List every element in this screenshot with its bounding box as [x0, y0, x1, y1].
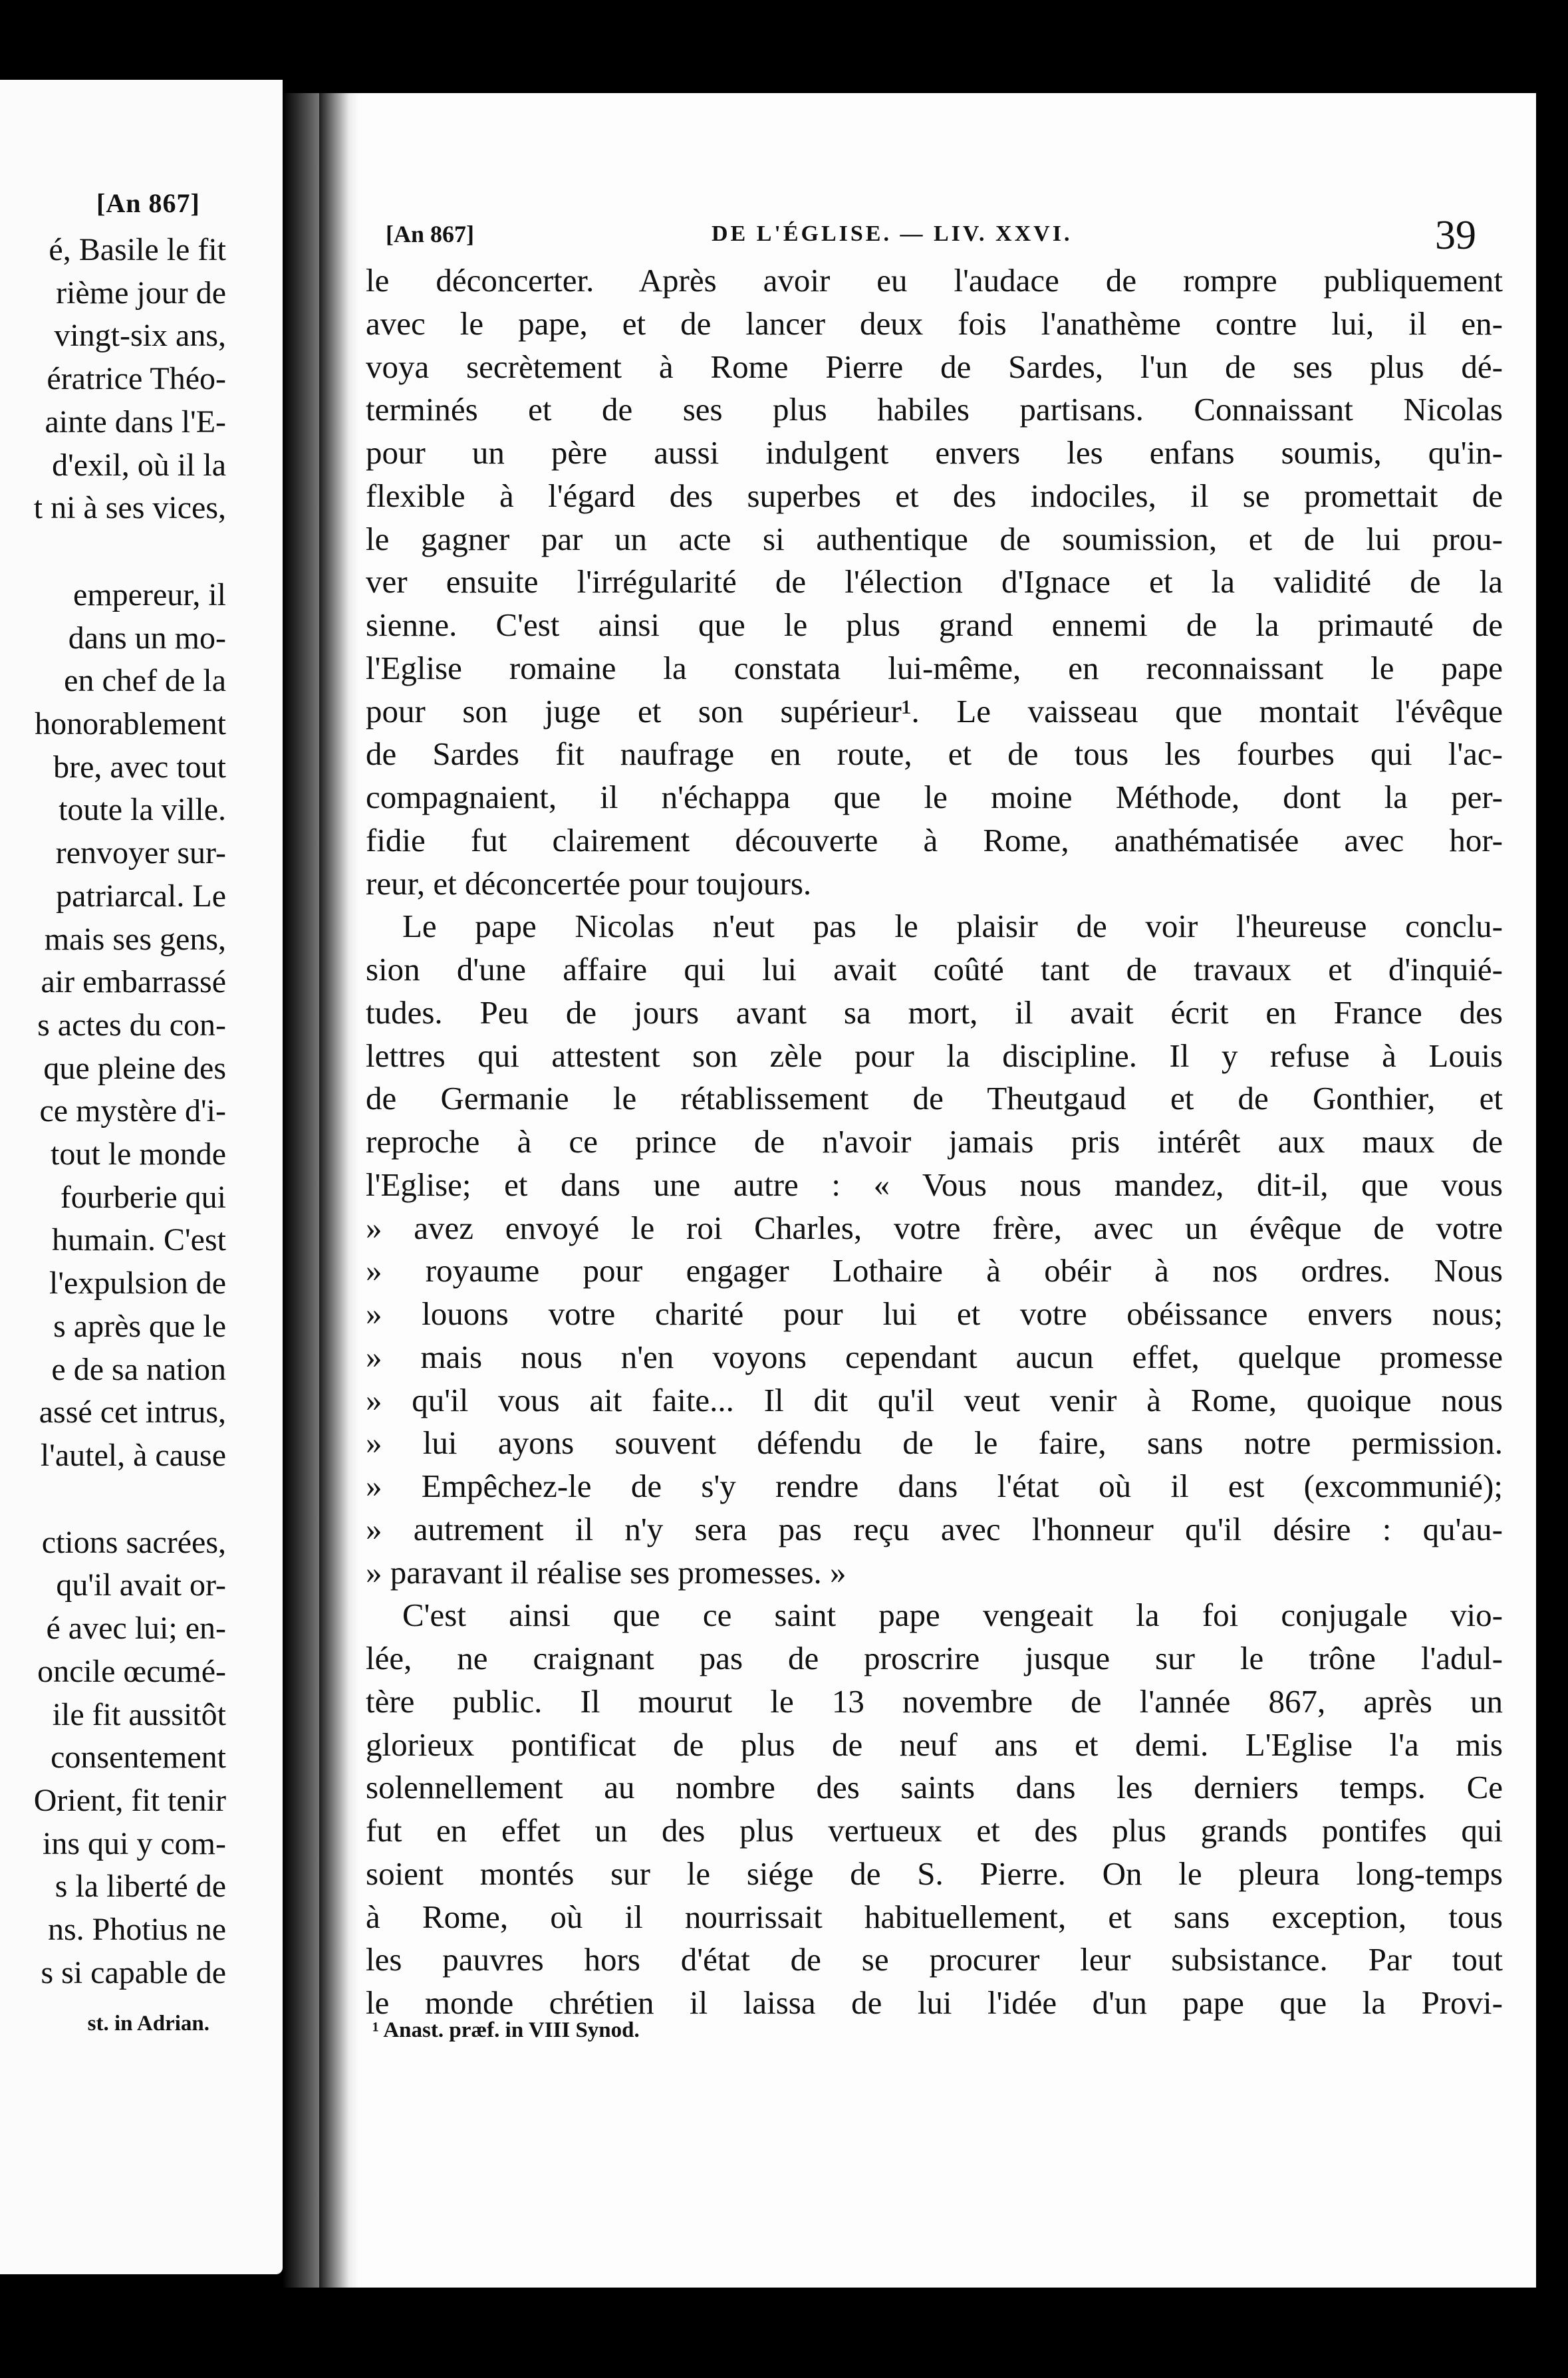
left-text-line: toute la ville. [59, 792, 226, 828]
text-line: pour son juge et son supérieur¹. Le vaisseau que montait l'évêque [366, 692, 1503, 729]
left-text-line: patriarcal. Le [56, 878, 226, 914]
left-text-line: l'expulsion de [49, 1265, 226, 1301]
text-line: l'Eglise romaine la constata lui-même, en reconnaissant le pape [366, 649, 1503, 686]
text-line: sion d'une affaire qui lui avait coûté tant de travaux et d'inquié- [366, 951, 1503, 988]
text-line: » avez envoyé le roi Charles, votre frère, avec un évêque de votre [366, 1209, 1503, 1246]
left-text-line: qu'il avait or- [56, 1567, 226, 1603]
text-line: compagnaient, il n'échappa que le moine Méthode, dont la per- [366, 779, 1503, 815]
text-line: solennellement au nombre des saints dans les derniers temps. Ce [366, 1769, 1503, 1806]
text-line: » qu'il vous ait faite... Il dit qu'il veut venir à Rome, quoique nous [366, 1381, 1503, 1418]
text-line: le monde chrétien il laissa de lui l'idée d'un pape que la Provi- [366, 1984, 1503, 2021]
text-line: » lui ayons souvent défendu de le faire, sans notre permission. [366, 1424, 1503, 1462]
right-page [319, 93, 1536, 2288]
left-text-line: mais ses gens, [44, 921, 226, 957]
left-text-line: ns. Photius ne [47, 1912, 226, 1948]
left-text-line: d'exil, où il la [52, 447, 226, 483]
left-text-line: vingt-six ans, [54, 318, 226, 354]
left-text-line: air embarrassé [41, 964, 226, 1000]
left-text-line: renvoyer sur- [55, 835, 226, 871]
left-text-line: humain. C'est [52, 1222, 226, 1258]
text-line: l'Eglise; et dans une autre : « Vous nous mandez, dit-il, que vous [366, 1166, 1503, 1203]
left-text-line: rième jour de [56, 275, 226, 311]
page-shadow [319, 93, 359, 2288]
left-text-block [0, 229, 226, 1994]
left-text-line: bre, avec tout [53, 749, 226, 785]
left-text-line: é, Basile le fit [49, 232, 226, 267]
text-line: fut en effet un des plus vertueux et des plus grands pontifes qui [366, 1812, 1503, 1849]
left-text-line: honorablement [35, 706, 226, 742]
text-line: flexible à l'égard des superbes et des indociles, il se promettait de [366, 477, 1503, 514]
left-text-line: e de sa nation [51, 1351, 226, 1387]
text-line: les pauvres hors d'état de se procurer leur subsistance. Par tout [366, 1941, 1503, 1978]
left-text-line: ératrice Théo- [47, 361, 226, 397]
text-line: reproche à ce prince de n'avoir jamais pris intérêt aux maux de [366, 1123, 1503, 1160]
left-text-line: empereur, il [73, 577, 226, 612]
text-line: tudes. Peu de jours avant sa mort, il avait écrit en France des [366, 993, 1503, 1031]
text-line: voya secrètement à Rome Pierre de Sardes, l'un de ses plus dé- [366, 348, 1503, 385]
left-text-line: l'autel, à cause [40, 1437, 226, 1473]
text-line: tère public. Il mourut le 13 novembre de l'année 867, après un [366, 1682, 1503, 1720]
text-line: lettres qui attestent son zèle pour la discipline. Il y refuse à Louis [366, 1037, 1503, 1074]
text-line: le gagner par un acte si authentique de soumission, et de lui prou- [366, 520, 1503, 557]
left-page [0, 80, 283, 2274]
text-line: sienne. C'est ainsi que le plus grand ennemi de la primauté de [366, 606, 1503, 643]
left-text-line: s si capable de [41, 1954, 226, 1990]
text-line: avec le pape, et de lancer deux fois l'anathème contre lui, il en- [366, 305, 1503, 342]
left-text-line: dans un mo- [68, 620, 226, 656]
text-line: le déconcerter. Après avoir eu l'audace de rompre publiquement [366, 262, 1503, 299]
left-text-line: consentement [51, 1740, 226, 1776]
left-text-line: s actes du con- [37, 1007, 226, 1043]
left-running-head: [An 867] [96, 188, 200, 218]
text-line: Le pape Nicolas n'eut pas le plaisir de voir l'heureuse conclu- [402, 908, 1503, 945]
left-footnote: st. in Adrian. [87, 2012, 209, 2036]
left-text-line: assé cet intrus, [39, 1394, 226, 1430]
body-text [366, 259, 1503, 2025]
text-line: » autrement il n'y sera pas reçu avec l'honneur qu'il désire : qu'au- [366, 1510, 1503, 1547]
left-text-line: tout le monde [51, 1136, 226, 1172]
text-line: » Empêchez-le de s'y rendre dans l'état où il est (excommunié); [366, 1468, 1503, 1504]
text-line: glorieux pontificat de plus de neuf ans et demi. L'Eglise l'a mis [366, 1726, 1503, 1763]
left-text-line: ins qui y com- [43, 1825, 226, 1861]
left-text-line: que pleine des [43, 1050, 226, 1086]
running-head [386, 213, 1503, 258]
left-text-line: fourberie qui [60, 1179, 226, 1215]
left-text-line: en chef de la [64, 663, 226, 699]
footnote: ¹ Anast. præf. in VIII Synod. [372, 2018, 640, 2042]
left-text-line: s la liberté de [55, 1869, 226, 1905]
text-line: de Sardes fit naufrage en route, et de tous les fourbes qui l'ac- [366, 735, 1503, 773]
paragraph-gap [0, 1478, 226, 1521]
left-text-line: Orient, fit tenir [33, 1782, 226, 1818]
left-text-line: t ni à ses vices, [33, 490, 226, 526]
text-line: reur, et déconcertée pour toujours. [366, 864, 812, 902]
text-line: lée, ne craignant pas de proscrire jusque sur le trône l'adul- [366, 1640, 1503, 1676]
page-number: 39 [1435, 213, 1476, 258]
text-line: pour un père aussi indulgent envers les enfans soumis, qu'in- [366, 434, 1503, 471]
left-text-line: ile fit aussitôt [52, 1696, 226, 1732]
running-head-year: [An 867] [386, 221, 474, 247]
text-line: fidie fut clairement découverte à Rome, anathématisée avec hor- [366, 821, 1503, 859]
left-text-line: oncile œcumé- [37, 1653, 226, 1689]
text-line: soient montés sur le siége de S. Pierre. On le pleura long-temps [366, 1855, 1503, 1892]
left-text-line: s après que le [53, 1308, 226, 1344]
text-line: » royaume pour engager Lothaire à obéir à nos ordres. Nous [366, 1252, 1503, 1289]
left-text-line: ce mystère d'i- [39, 1093, 226, 1129]
text-line: C'est ainsi que ce saint pape vengeait la foi conjugale vio- [402, 1597, 1503, 1634]
text-line: à Rome, où il nourrissait habituellement, et sans exception, tous [366, 1898, 1503, 1935]
text-line: » mais nous n'en voyons cependant aucun effet, quelque promesse [366, 1338, 1503, 1375]
left-text-line: é avec lui; en- [46, 1611, 226, 1647]
left-text-line: ainte dans l'E- [45, 404, 226, 440]
text-line: » paravant il réalise ses promesses. » [366, 1553, 847, 1591]
paragraph-gap [0, 530, 226, 574]
text-line: » louons votre charité pour lui et votre obéissance envers nous; [366, 1295, 1503, 1332]
running-head-title: DE L'ÉGLISE. — LIV. XXVI. [712, 221, 1073, 246]
text-line: terminés et de ses plus habiles partisans. Connaissant Nicolas [366, 391, 1503, 428]
text-line: de Germanie le rétablissement de Theutgaud et de Gonthier, et [366, 1080, 1503, 1117]
left-text-line: ctions sacrées, [41, 1524, 226, 1560]
text-line: ver ensuite l'irrégularité de l'élection d'Ignace et la validité de la [366, 563, 1503, 600]
